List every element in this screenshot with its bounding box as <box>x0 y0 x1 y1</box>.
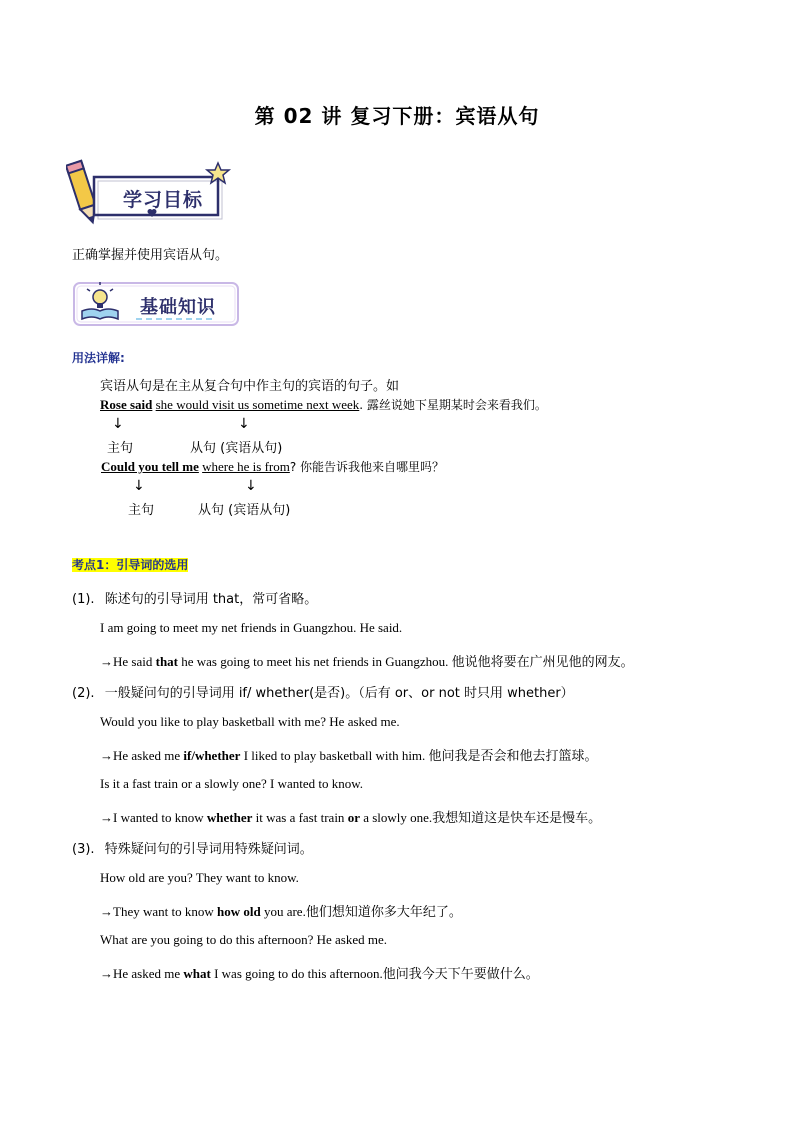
item-1-heading <box>72 588 317 607</box>
usage-intro: 宾语从句是在主从复合句中作主句的宾语的句子。如 <box>100 379 400 394</box>
item-2-answer-2-key2: or <box>347 810 360 825</box>
item-3-answer-2-key: what <box>183 966 211 981</box>
item-2-answer-2-key: whether <box>206 810 253 825</box>
basic-knowledge-badge <box>72 279 242 331</box>
learning-goal-label: 学习目标 <box>122 189 203 211</box>
example-1-label-clause: 从句 (宾语从句) <box>190 441 283 456</box>
item-2-answer-2 <box>100 807 601 826</box>
item-1-answer-post: he was going to meet his net friends in Guangzhou. 他说他将要在广州见他的网友。 <box>178 654 634 669</box>
item-3-answer-1 <box>100 901 462 920</box>
item-2-answer-2-mid: it was a fast train <box>252 810 348 825</box>
item-3-answer-1-key: how old <box>216 904 261 919</box>
item-3-sentence-2: What are you going to do this afternoon? He asked me. <box>100 932 387 947</box>
example-2-tail: ? 你能告诉我他来自哪里吗？ <box>289 460 445 474</box>
item-1-rule: 陈述句的引导词用 that，常可省略。 <box>104 592 318 607</box>
item-3-sentence-1: How old are you? They want to know. <box>100 870 299 885</box>
item-2-answer-2-pre: →I wanted to know <box>100 810 207 825</box>
basic-knowledge-label: 基础知识 <box>140 297 216 318</box>
item-1-number: (1). <box>72 592 95 607</box>
item-3-answer-2-pre: →He asked me <box>100 966 184 981</box>
item-2-answer-2-post: a slowly one.我想知道这是快车还是慢车。 <box>359 810 602 825</box>
example-2-label-clause: 从句 (宾语从句) <box>198 503 291 518</box>
item-3-answer-2 <box>100 963 539 982</box>
example-2-label-main: 主句 <box>128 503 155 518</box>
example-1-arrow-main: ↓ <box>112 416 124 432</box>
item-1-answer-key: that <box>155 654 178 669</box>
item-2-answer-1-post: I liked to play basketball with him. 他问我是否会和他去打篮球。 <box>240 748 598 763</box>
example-2-arrow-clause: ↓ <box>245 478 257 494</box>
item-2-answer-1 <box>100 745 598 764</box>
kaodian-heading-text: 考点1：引导词的选用 <box>72 558 189 572</box>
item-2-answer-1-key: if/whether <box>183 748 241 763</box>
example-2-object-clause: where he is from <box>202 459 290 474</box>
page-title: 第 02 讲 复习下册：宾语从句 <box>254 104 540 128</box>
item-3-answer-1-post: you are.他们想知道你多大年纪了。 <box>260 904 462 919</box>
item-3-answer-2-post: I was going to do this afternoon.他问我今天下午要做什么。 <box>210 966 539 981</box>
item-3-heading <box>72 838 313 857</box>
learning-goal-badge <box>66 155 236 231</box>
kaodian-heading <box>72 556 188 573</box>
item-3-number: (3). <box>72 842 95 857</box>
example-2-arrow-main: ↓ <box>133 478 145 494</box>
goal-text: 正确掌握并使用宾语从句。 <box>72 248 229 263</box>
item-3-rule: 特殊疑问句的引导词用特殊疑问词。 <box>104 842 313 857</box>
item-2-number: (2). <box>72 686 95 701</box>
item-3-answer-1-pre: →They want to know <box>100 904 217 919</box>
example-1-sentence <box>100 396 547 413</box>
item-1-answer <box>100 651 634 670</box>
item-1-answer-pre: →He said <box>100 654 156 669</box>
example-1-tail: . 露丝说她下星期某时会来看我们。 <box>359 398 547 412</box>
example-2-sentence <box>101 458 444 475</box>
example-1-main-clause: Rose said <box>100 397 153 412</box>
usage-heading: 用法详解: <box>72 351 125 365</box>
item-2-heading <box>72 682 574 701</box>
example-1-label-main: 主句 <box>107 441 134 456</box>
item-2-answer-1-pre: →He asked me <box>100 748 184 763</box>
item-2-sentence-2: Is it a fast train or a slowly one? I wanted to know. <box>100 776 364 791</box>
example-1-arrow-clause: ↓ <box>238 416 250 432</box>
item-2-rule: 一般疑问句的引导词用 if/ whether(是否)。（后有 or、or not 时只用 whether） <box>104 686 574 701</box>
example-2-main-clause: Could you tell me <box>101 459 199 474</box>
example-1-object-clause: she would visit us sometime next week <box>155 397 360 412</box>
item-2-sentence-1: Would you like to play basketball with me? He asked me. <box>100 714 400 729</box>
item-1-sentence: I am going to meet my net friends in Guangzhou. He said. <box>100 620 403 635</box>
